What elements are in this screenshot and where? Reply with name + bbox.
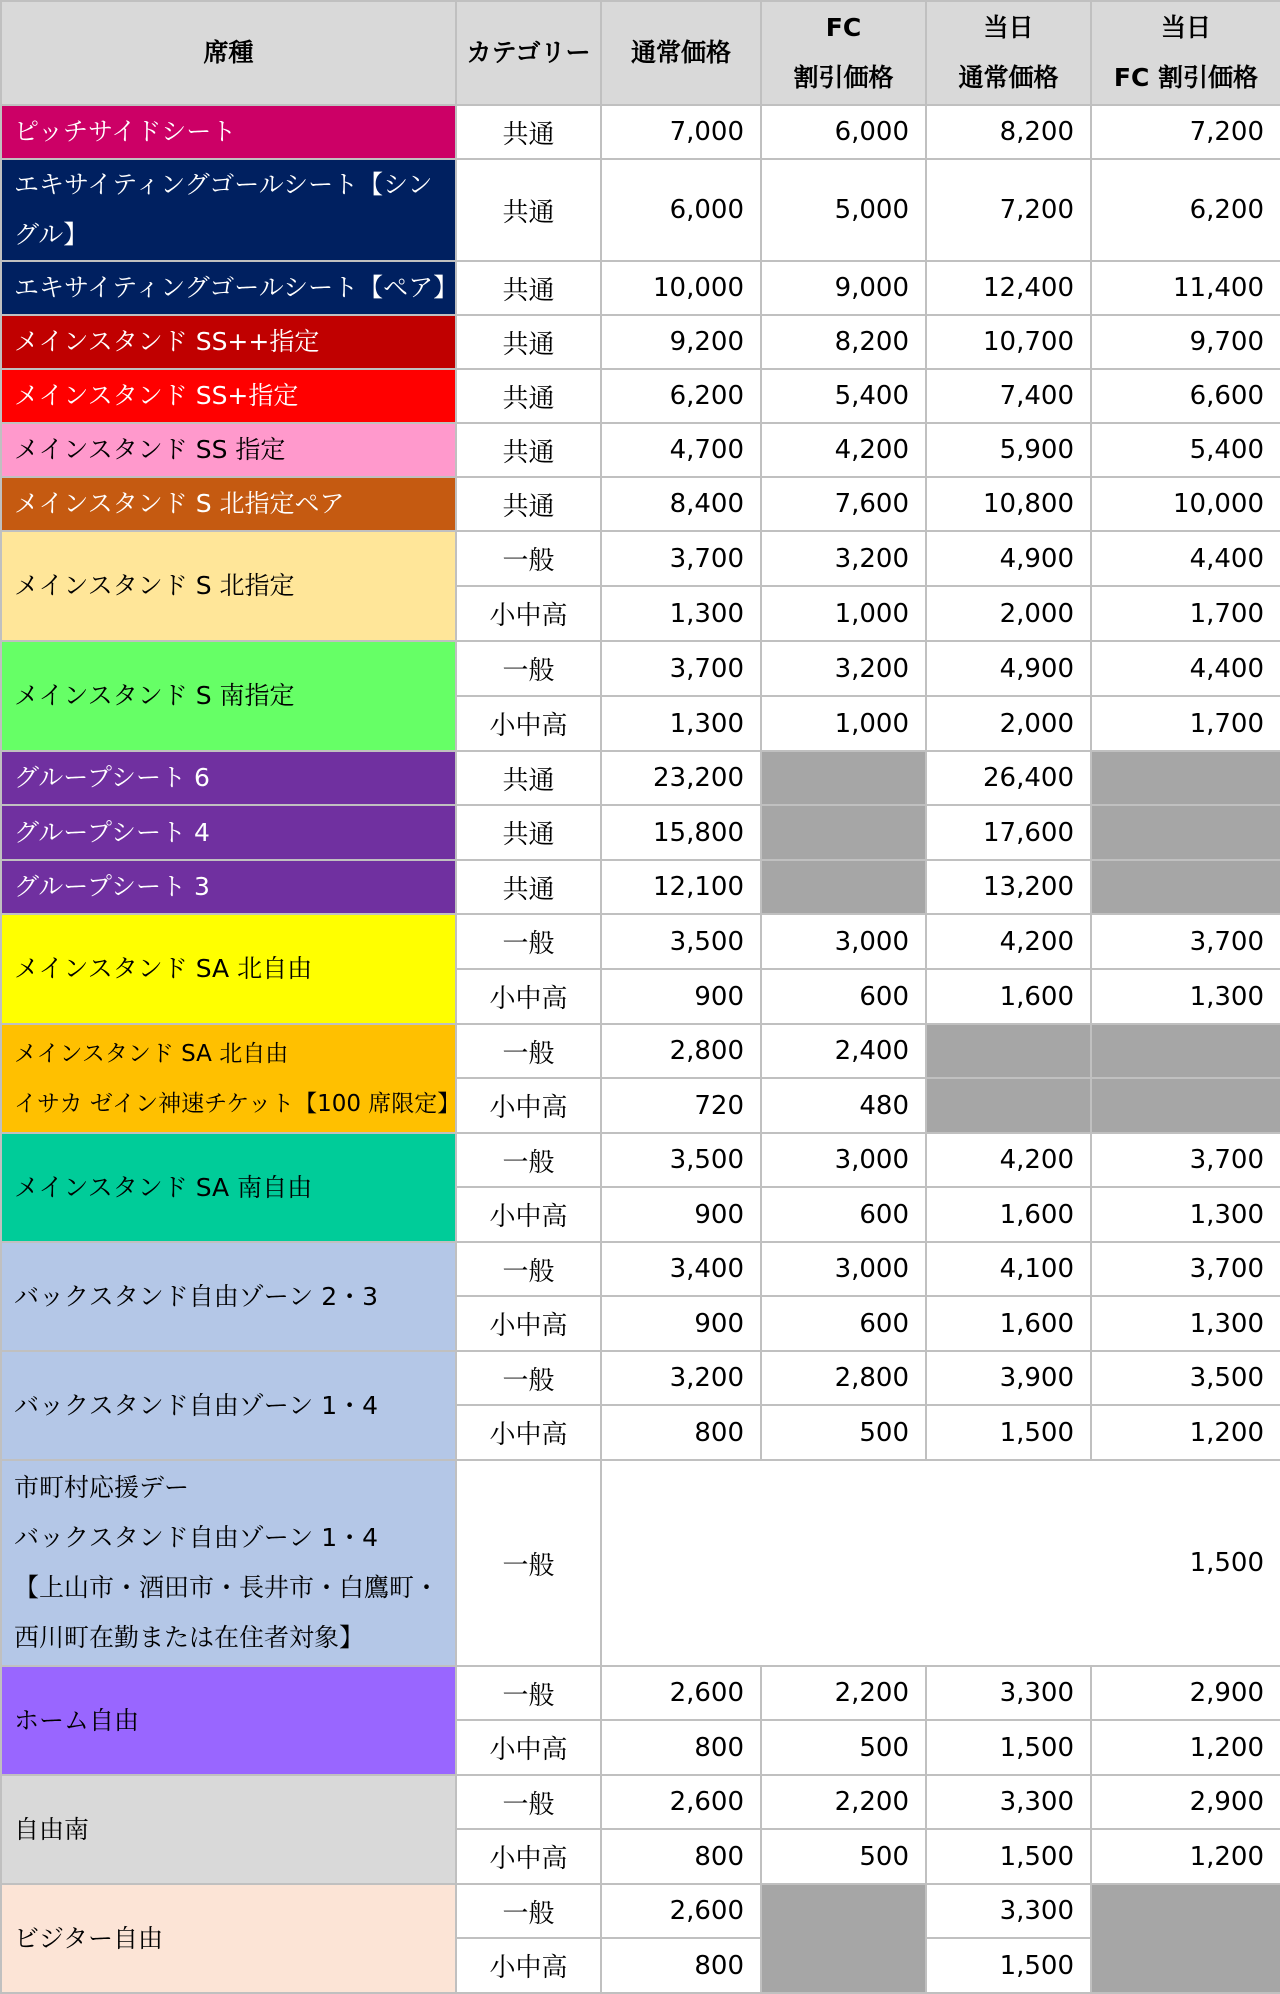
category-cell: 共通: [456, 159, 601, 261]
category-cell: 小中高: [456, 969, 601, 1024]
unavailable-cell: [761, 1884, 926, 1993]
price-cell: 26,400: [926, 751, 1091, 805]
price-cell: 7,200: [1091, 105, 1280, 159]
seat-name: メインスタンド SS+指定: [1, 369, 456, 423]
unavailable-cell: [1091, 805, 1280, 860]
category-cell: 共通: [456, 105, 601, 159]
unavailable-cell: [761, 860, 926, 914]
price-cell: 2,000: [926, 586, 1091, 641]
price-cell: 2,200: [761, 1775, 926, 1829]
seat-name: 自由南: [1, 1775, 456, 1884]
price-cell: 4,200: [761, 423, 926, 477]
seat-name: メインスタンド S 北指定: [1, 531, 456, 641]
category-cell: 小中高: [456, 1405, 601, 1460]
price-cell: 3,400: [601, 1242, 761, 1296]
header-category: カテゴリー: [456, 1, 601, 105]
table-row: [1, 914, 1280, 969]
price-cell: 4,700: [601, 423, 761, 477]
table-row: [1, 1775, 1280, 1829]
price-cell: 3,500: [1091, 1351, 1280, 1405]
category-cell: 共通: [456, 860, 601, 914]
header-row: [1, 1, 1280, 105]
seat-name: メインスタンド SA 南自由: [1, 1133, 456, 1242]
seat-name: エキサイティングゴールシート【ペア】: [1, 261, 456, 315]
price-cell: 1,600: [926, 1296, 1091, 1351]
seat-name: ビジター自由: [1, 1884, 456, 1993]
price-cell: 1,500: [601, 1460, 1280, 1666]
price-cell: 1,700: [1091, 586, 1280, 641]
header-seat-type: 席種: [1, 1, 456, 105]
seat-name: グループシート 4: [1, 805, 456, 860]
table-row: [1, 423, 1280, 477]
seat-name: ホーム自由: [1, 1666, 456, 1775]
header-fc-discount-price: FC 割引価格: [761, 1, 926, 105]
price-cell: 1,300: [1091, 1187, 1280, 1242]
price-cell: 6,000: [601, 159, 761, 261]
table-row: [1, 1460, 1280, 1666]
price-cell: 600: [761, 1187, 926, 1242]
price-cell: 3,700: [601, 641, 761, 696]
price-cell: 3,300: [926, 1884, 1091, 1938]
price-cell: 3,700: [1091, 1133, 1280, 1187]
category-cell: 共通: [456, 423, 601, 477]
price-cell: 7,400: [926, 369, 1091, 423]
category-cell: 小中高: [456, 1829, 601, 1884]
category-cell: 共通: [456, 805, 601, 860]
price-cell: 8,400: [601, 477, 761, 531]
unavailable-cell: [1091, 860, 1280, 914]
category-cell: 小中高: [456, 1078, 601, 1133]
price-cell: 480: [761, 1078, 926, 1133]
category-cell: 一般: [456, 531, 601, 586]
category-cell: 一般: [456, 1884, 601, 1938]
seat-name: バックスタンド自由ゾーン 1・4: [1, 1351, 456, 1460]
price-cell: 10,800: [926, 477, 1091, 531]
price-cell: 1,300: [601, 586, 761, 641]
price-cell: 900: [601, 1187, 761, 1242]
price-cell: 12,400: [926, 261, 1091, 315]
price-cell: 1,300: [1091, 1296, 1280, 1351]
price-cell: 5,000: [761, 159, 926, 261]
seat-name: メインスタンド S 北指定ペア: [1, 477, 456, 531]
price-cell: 800: [601, 1938, 761, 1993]
header-day-regular-price: 当日 通常価格: [926, 1, 1091, 105]
price-cell: 500: [761, 1405, 926, 1460]
category-cell: 共通: [456, 477, 601, 531]
seat-name: ピッチサイドシート: [1, 105, 456, 159]
category-cell: 共通: [456, 369, 601, 423]
price-cell: 15,800: [601, 805, 761, 860]
table-row: [1, 159, 1280, 261]
price-cell: 2,600: [601, 1775, 761, 1829]
category-cell: 一般: [456, 1460, 601, 1666]
price-cell: 7,000: [601, 105, 761, 159]
price-cell: 1,200: [1091, 1829, 1280, 1884]
price-cell: 4,200: [926, 1133, 1091, 1187]
price-cell: 9,700: [1091, 315, 1280, 369]
price-cell: 2,900: [1091, 1775, 1280, 1829]
price-cell: 600: [761, 1296, 926, 1351]
unavailable-cell: [1091, 1024, 1280, 1078]
unavailable-cell: [926, 1024, 1091, 1078]
price-cell: 1,600: [926, 969, 1091, 1024]
category-cell: 共通: [456, 261, 601, 315]
category-cell: 一般: [456, 1242, 601, 1296]
price-cell: 800: [601, 1829, 761, 1884]
seat-name: メインスタンド S 南指定: [1, 641, 456, 751]
seat-name: エキサイティングゴールシート【シングル】: [1, 159, 456, 261]
table-row: [1, 641, 1280, 696]
price-cell: 500: [761, 1829, 926, 1884]
price-cell: 900: [601, 969, 761, 1024]
category-cell: 小中高: [456, 1296, 601, 1351]
unavailable-cell: [1091, 1884, 1280, 1993]
price-cell: 8,200: [761, 315, 926, 369]
price-cell: 3,500: [601, 1133, 761, 1187]
price-cell: 1,000: [761, 586, 926, 641]
price-cell: 4,400: [1091, 641, 1280, 696]
table-row: [1, 1351, 1280, 1405]
seat-name: メインスタンド SS 指定: [1, 423, 456, 477]
seat-name: メインスタンド SS++指定: [1, 315, 456, 369]
unavailable-cell: [1091, 1078, 1280, 1133]
category-cell: 一般: [456, 1024, 601, 1078]
price-cell: 6,000: [761, 105, 926, 159]
category-cell: 小中高: [456, 1938, 601, 1993]
category-cell: 共通: [456, 315, 601, 369]
price-cell: 10,000: [1091, 477, 1280, 531]
price-cell: 1,000: [761, 696, 926, 751]
table-row: [1, 1884, 1280, 1938]
category-cell: 共通: [456, 751, 601, 805]
price-cell: 3,000: [761, 1242, 926, 1296]
price-cell: 7,200: [926, 159, 1091, 261]
price-cell: 5,900: [926, 423, 1091, 477]
price-cell: 600: [761, 969, 926, 1024]
price-cell: 5,400: [761, 369, 926, 423]
seat-name: 市町村応援デー バックスタンド自由ゾーン 1・4 【上山市・酒田市・長井市・白鷹町・ 西川町在勤または在住者対象】: [1, 1460, 456, 1666]
price-cell: 17,600: [926, 805, 1091, 860]
unavailable-cell: [926, 1078, 1091, 1133]
price-cell: 12,100: [601, 860, 761, 914]
price-cell: 6,600: [1091, 369, 1280, 423]
price-cell: 1,500: [926, 1405, 1091, 1460]
price-cell: 1,500: [926, 1938, 1091, 1993]
category-cell: 小中高: [456, 696, 601, 751]
table-row: [1, 1242, 1280, 1296]
seat-name: バックスタンド自由ゾーン 2・3: [1, 1242, 456, 1351]
price-cell: 4,900: [926, 641, 1091, 696]
price-cell: 2,900: [1091, 1666, 1280, 1720]
unavailable-cell: [761, 805, 926, 860]
price-cell: 11,400: [1091, 261, 1280, 315]
price-cell: 2,600: [601, 1884, 761, 1938]
price-cell: 3,500: [601, 914, 761, 969]
category-cell: 一般: [456, 1133, 601, 1187]
price-cell: 7,600: [761, 477, 926, 531]
table-row: [1, 1024, 1280, 1078]
category-cell: 一般: [456, 1351, 601, 1405]
price-cell: 13,200: [926, 860, 1091, 914]
price-cell: 5,400: [1091, 423, 1280, 477]
price-cell: 2,600: [601, 1666, 761, 1720]
price-cell: 10,000: [601, 261, 761, 315]
price-cell: 3,300: [926, 1775, 1091, 1829]
price-cell: 1,500: [926, 1829, 1091, 1884]
table-row: [1, 105, 1280, 159]
table-row: [1, 1666, 1280, 1720]
table-row: [1, 1133, 1280, 1187]
category-cell: 一般: [456, 641, 601, 696]
price-cell: 1,300: [1091, 969, 1280, 1024]
price-cell: 3,700: [1091, 1242, 1280, 1296]
price-cell: 900: [601, 1296, 761, 1351]
price-cell: 6,200: [601, 369, 761, 423]
price-cell: 1,700: [1091, 696, 1280, 751]
price-cell: 4,900: [926, 531, 1091, 586]
price-cell: 2,800: [601, 1024, 761, 1078]
price-cell: 3,700: [1091, 914, 1280, 969]
price-cell: 4,400: [1091, 531, 1280, 586]
category-cell: 小中高: [456, 1187, 601, 1242]
price-cell: 2,000: [926, 696, 1091, 751]
price-cell: 3,200: [761, 531, 926, 586]
price-cell: 3,900: [926, 1351, 1091, 1405]
price-cell: 9,200: [601, 315, 761, 369]
price-cell: 3,000: [761, 914, 926, 969]
table-row: [1, 805, 1280, 860]
price-cell: 4,200: [926, 914, 1091, 969]
price-cell: 1,300: [601, 696, 761, 751]
unavailable-cell: [761, 751, 926, 805]
price-cell: 3,200: [601, 1351, 761, 1405]
seat-name: メインスタンド SA 北自由: [1, 914, 456, 1024]
price-cell: 2,400: [761, 1024, 926, 1078]
price-cell: 2,800: [761, 1351, 926, 1405]
category-cell: 一般: [456, 1775, 601, 1829]
price-cell: 8,200: [926, 105, 1091, 159]
table-row: [1, 751, 1280, 805]
seat-name: グループシート 6: [1, 751, 456, 805]
price-cell: 4,100: [926, 1242, 1091, 1296]
price-cell: 800: [601, 1720, 761, 1775]
price-cell: 9,000: [761, 261, 926, 315]
table-row: [1, 369, 1280, 423]
seat-name: メインスタンド SA 北自由 イサカ ゼイン神速チケット【100 席限定】: [1, 1024, 456, 1133]
seat-name: グループシート 3: [1, 860, 456, 914]
price-cell: 2,200: [761, 1666, 926, 1720]
price-cell: 1,500: [926, 1720, 1091, 1775]
category-cell: 小中高: [456, 1720, 601, 1775]
price-cell: 1,600: [926, 1187, 1091, 1242]
table-row: [1, 531, 1280, 586]
price-cell: 3,000: [761, 1133, 926, 1187]
price-cell: 3,200: [761, 641, 926, 696]
unavailable-cell: [1091, 751, 1280, 805]
price-cell: 6,200: [1091, 159, 1280, 261]
header-regular-price: 通常価格: [601, 1, 761, 105]
price-cell: 3,700: [601, 531, 761, 586]
price-cell: 23,200: [601, 751, 761, 805]
category-cell: 小中高: [456, 586, 601, 641]
price-cell: 1,200: [1091, 1405, 1280, 1460]
price-cell: 1,200: [1091, 1720, 1280, 1775]
table-row: [1, 477, 1280, 531]
price-cell: 3,300: [926, 1666, 1091, 1720]
table-row: [1, 315, 1280, 369]
price-cell: 500: [761, 1720, 926, 1775]
table-row: [1, 860, 1280, 914]
category-cell: 一般: [456, 914, 601, 969]
table-row: [1, 261, 1280, 315]
category-cell: 一般: [456, 1666, 601, 1720]
price-cell: 720: [601, 1078, 761, 1133]
price-cell: 10,700: [926, 315, 1091, 369]
header-day-fc-price: 当日 FC 割引価格: [1091, 1, 1280, 105]
price-cell: 800: [601, 1405, 761, 1460]
